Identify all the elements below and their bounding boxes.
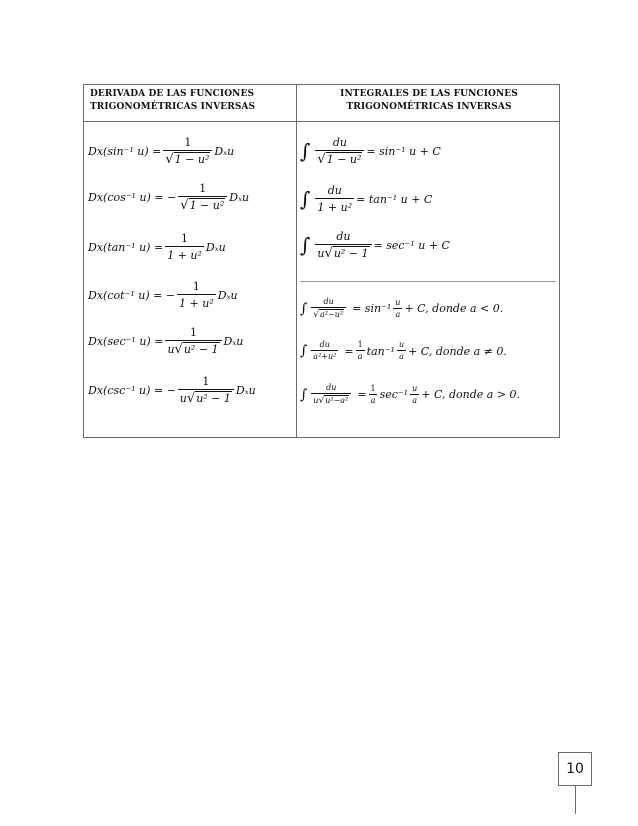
fraction: $\frac{1}{\text{1 + u²}}$ xyxy=(179,280,214,310)
fraction: $\frac{1}{a}$ xyxy=(357,340,363,361)
fraction: 1 u √ u² − 1 xyxy=(178,374,234,406)
fraction: 1 √ 1 − u² xyxy=(178,181,227,213)
fraction: $\frac{du}{\text{1 + u²}}$ xyxy=(317,184,353,214)
fraction: du u √ u² − 1 xyxy=(315,229,371,261)
integral-sign: ∫ xyxy=(300,300,308,317)
integral-arcsin: ∫ du √ 1 − u² = sin⁻¹ u + C xyxy=(300,136,441,167)
integrals-header: INTEGRALES DE LAS FUNCIONES TRIGONOMÉTRICAS INVERSAS xyxy=(340,89,518,112)
fraction: 1 u √ u² − 1 xyxy=(165,325,221,357)
fraction: 1 √ 1 − u² xyxy=(163,135,212,167)
derivative-arccot: Dx(cot⁻¹ u) = − $\frac{1}{\text{1 + u²}}$ Dₓu xyxy=(88,280,238,310)
integral-sign: ∫ xyxy=(300,386,308,403)
integral-arctan-a: ∫ $\frac{du}{\text{a²+u²}}$ = $\frac{1}{a}$ tan⁻¹ $\frac{u}{a}$ + C, donde a ≠ 0. xyxy=(300,340,507,361)
integral-sign: ∫ xyxy=(300,343,308,359)
header-divider xyxy=(84,121,559,122)
derivative-arcsin: Dx(sin⁻¹ u) = 1 √ 1 − u² Dₓu xyxy=(88,136,235,167)
integral-arcsec-a: ∫ du u √ u²−a² = $\frac{1}{a}$ sec⁻¹ $\frac{u}{a}$ + C, donde a > 0. xyxy=(300,383,521,406)
integral-sign: ∫ xyxy=(300,139,311,163)
integral-sign: ∫ xyxy=(300,233,311,257)
column-divider xyxy=(296,85,297,437)
integral-arcsec: ∫ du u √ u² − 1 = sec⁻¹ u + C xyxy=(300,230,450,261)
section-separator xyxy=(300,281,556,282)
fraction: $\frac{u}{a}$ xyxy=(395,297,401,319)
fraction: $\frac{1}{a}$ xyxy=(370,383,376,405)
fraction: du √ a²−u² xyxy=(311,297,346,320)
derivative-arctan: Dx(tan⁻¹ u) = $\frac{1}{\text{1 + u²}}$ Dₓu xyxy=(88,232,226,262)
fraction: $\frac{du}{\text{a²+u²}}$ xyxy=(313,340,337,361)
derivative-arcsec: Dx(sec⁻¹ u) = 1 u √ u² − 1 Dₓu xyxy=(88,326,244,357)
fraction: $\frac{u}{a}$ xyxy=(398,340,405,361)
fraction: du u √ u²−a² xyxy=(311,383,351,406)
formula-table xyxy=(83,84,560,438)
fraction: $\frac{1}{\text{1 + u²}}$ xyxy=(167,232,202,262)
integral-arcsin-a: ∫ du √ a²−u² = sin⁻¹ $\frac{u}{a}$ + C, donde a < 0. xyxy=(300,297,504,320)
derivatives-header: DERIVADA DE LAS FUNCIONES TRIGONOMÉTRICAS INVERSAS xyxy=(90,89,256,112)
derivative-arccos: Dx(cos⁻¹ u) = − 1 √ 1 − u² Dₓu xyxy=(88,182,250,213)
page-number: 10 xyxy=(558,752,592,786)
integral-sign: ∫ xyxy=(300,187,311,211)
derivative-arccsc: Dx(csc⁻¹ u) = − 1 u √ u² − 1 Dₓu xyxy=(88,375,256,406)
fraction: du √ 1 − u² xyxy=(315,135,364,167)
fraction: $\frac{u}{a}$ xyxy=(412,383,418,405)
page-number-tail xyxy=(575,786,576,814)
integral-arctan: ∫ $\frac{du}{\text{1 + u²}}$ = tan⁻¹ u + C xyxy=(300,184,433,214)
